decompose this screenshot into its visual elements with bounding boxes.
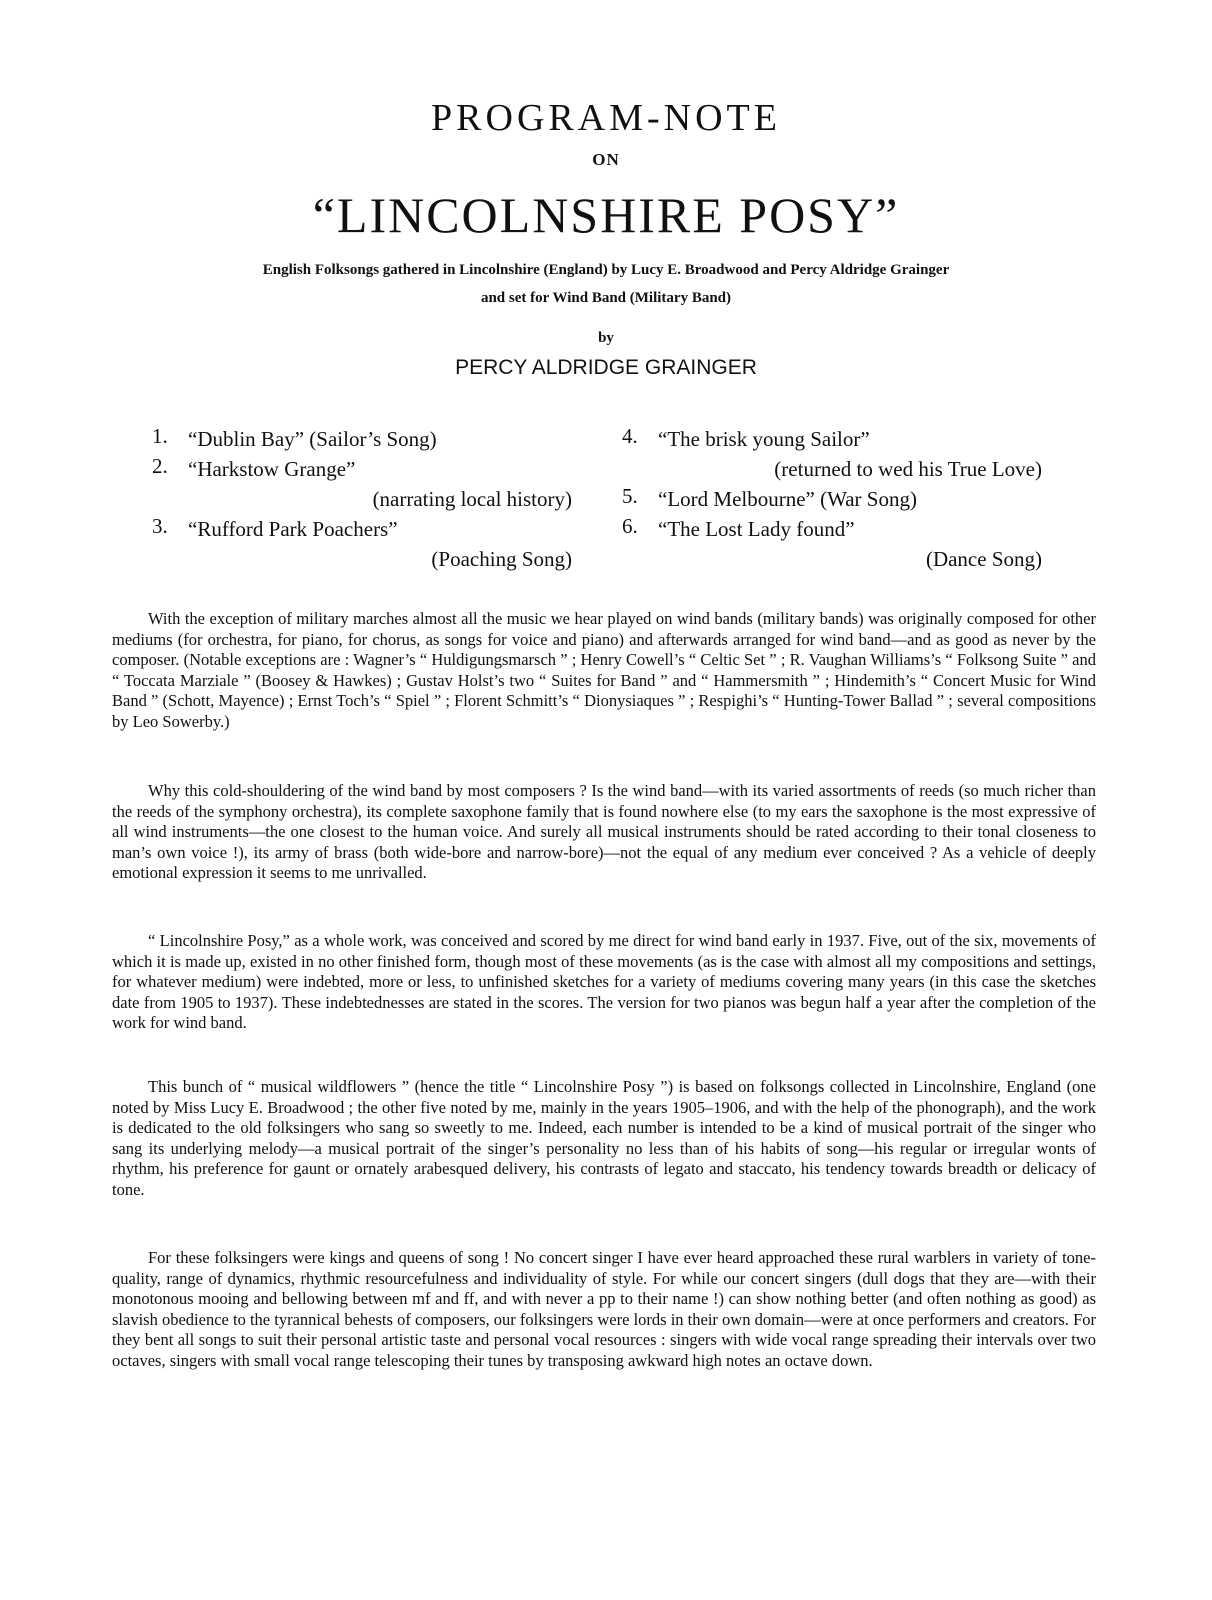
movement-item — [622, 484, 1042, 514]
movement-number: 4. — [622, 424, 638, 448]
paragraph-text: For these folksingers were kings and queens of song ! No concert singer I have ever heard approached these rural warblers in variety of tone-quality, range of dynamics, rhythmic resourcefulness and individuality of style. For while our concert singers (dull dogs that they are—with their monotonous mooing and bellowing between mf and ff, and with never a pp to their name !) can show nothing better (and often nothing as good) as slavish obedience to the tyrannical behests of composers, our folksingers were lords in their own domain—were at once performers and creators. For they bent all songs to suit their personal artistic taste and personal vocal resources : singers with wide vocal range spreading their intervals over two octaves, singers with small vocal range telescoping their tunes by transposing awkward high notes an octave down. — [112, 1248, 1096, 1370]
movement-item — [622, 424, 1042, 484]
movement-title: “Dublin Bay” (Sailor’s Song) — [188, 427, 437, 451]
movement-title: “The Lost Lady found” — [658, 517, 855, 541]
movement-number: 1. — [152, 424, 168, 448]
composer-name: PERCY ALDRIDGE GRAINGER — [455, 356, 757, 379]
movement-item — [152, 514, 572, 574]
paragraph-text: This bunch of “ musical wildflowers ” (hence the title “ Lincolnshire Posy ”) is based on folksongs collected in Lincolnshire, England (one noted by Miss Lucy E. Broadwood ; the other five noted by me, mainly in the years 1905–1906, and with the help of the phonograph), and the work is dedicated to the old folksingers who sang so sweetly to me. Indeed, each number is intended to be a kind of musical portrait of the singer who sang its underlying melody—a musical portrait of the singer’s personality no less than of his habits of song—his regular or irregular wonts of rhythm, his preference for gaunt or ornately arabesqued delivery, his contrasts of legato and staccato, his tendency towards breadth or delicacy of tone. — [112, 1077, 1096, 1199]
movement-item — [152, 454, 572, 514]
paragraph-wind-band-repertoire — [112, 609, 1096, 733]
paragraph-folksingers — [112, 1248, 1096, 1372]
movement-title: “Rufford Park Poachers” — [188, 517, 398, 541]
movement-item — [622, 514, 1042, 574]
paragraph-conception — [112, 931, 1096, 1034]
paragraph-text: “ Lincolnshire Posy,” as a whole work, was conceived and scored by me direct for wind band early in 1937. Five, out of the six, movements of which it is made up, existed in no other finished form, though most of these movements (as is the case with almost all my compositions and settings, for whatever medium) were indebted, more or less, to unfinished sketches for a variety of mediums covering many years (in this case the sketches date from 1905 to 1937). These indebtednesses are stated in the scores. The version for two pianos was begun half a year after the completion of the work for wind band. — [112, 931, 1096, 1033]
movement-title: “Lord Melbourne” (War Song) — [658, 487, 917, 511]
paragraph-cold-shouldering — [112, 781, 1096, 884]
movement-subtitle: (returned to wed his True Love) — [774, 457, 1042, 481]
paragraph-text: With the exception of military marches almost all the music we hear played on wind bands (military bands) was originally composed for other mediums (for orchestra, for piano, for chorus, as songs for voice and piano) and afterwards arranged for wind band—and as good as never by the composer. (Notable exceptions are : Wagner’s “ Huldigungsmarsch ” ; Henry Cowell’s “ Celtic Set ” ; R. Vaughan Williams’s “ Folksong Suite ” and “ Toccata Marziale ” (Boosey & Hawkes) ; Gustav Holst’s two “ Suites for Band ” and “ Hammersmith ” ; Hindemith’s “ Concert Music for Wind Band ” (Schott, Mayence) ; Ernst Toch’s “ Spiel ” ; Florent Schmitt’s “ Dionysiaques ” ; Respighi’s “ Hunting-Tower Ballad ” ; several compositions by Leo Sowerby.) — [112, 609, 1096, 731]
work-title: “LINCOLNSHIRE POSY” — [312, 187, 900, 243]
movement-list-left — [152, 424, 572, 574]
movement-number: 5. — [622, 484, 638, 508]
page-title: PROGRAM-NOTE — [431, 97, 781, 139]
paragraph-text: Why this cold-shouldering of the wind band by most composers ? Is the wind band—with its varied assortments of reeds (so much richer than the reeds of the symphony orchestra), its complete saxophone family that is found nowhere else (to my ears the saxophone is the most expressive of all wind instruments—the one closest to the human voice. And surely all musical instruments should be rated according to their tonal closeness to man’s own voice !), its army of brass (both wide-bore and narrow-bore)—not the equal of any medium ever conceived ? As a vehicle of deeply emotional expression it seems to me unrivalled. — [112, 781, 1096, 883]
movement-subtitle: (Dance Song) — [925, 547, 1042, 571]
title-connector: ON — [592, 150, 620, 169]
by-line: by — [598, 330, 614, 346]
movement-subtitle: (narrating local history) — [372, 487, 572, 511]
movement-list-right — [622, 424, 1042, 574]
movement-number: 2. — [152, 454, 168, 478]
subtitle-line-1: English Folksongs gathered in Lincolnshire (England) by Lucy E. Broadwood and Percy Aldridge Grainger — [262, 262, 950, 278]
movement-number: 3. — [152, 514, 168, 538]
movement-subtitle: (Poaching Song) — [431, 547, 572, 571]
subtitle-line-2: and set for Wind Band (Military Band) — [480, 290, 732, 306]
movement-item — [152, 424, 572, 454]
movement-title: “The brisk young Sailor” — [658, 427, 870, 451]
movement-title: “Harkstow Grange” — [188, 457, 356, 481]
paragraph-musical-wildflowers — [112, 1077, 1096, 1201]
movement-number: 6. — [622, 514, 638, 538]
